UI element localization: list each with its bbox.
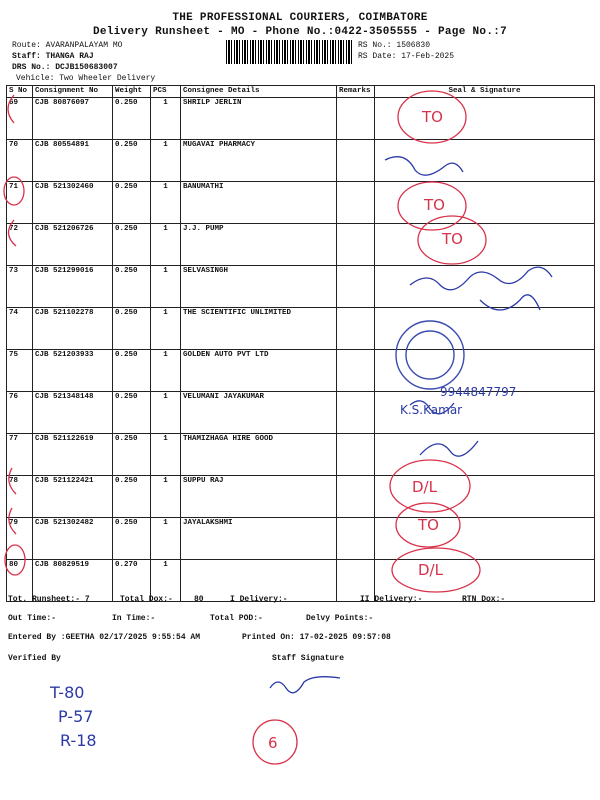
row-consignee: SUPPU RAJ bbox=[181, 476, 337, 518]
row-consignee: SELVASINGH bbox=[181, 266, 337, 308]
to-mark-2: TO bbox=[424, 196, 445, 214]
row-consignee: J.J. PUMP bbox=[181, 224, 337, 266]
row-weight: 0.250 bbox=[113, 308, 151, 350]
row-weight: 0.250 bbox=[113, 224, 151, 266]
row-pcs: 1 bbox=[151, 224, 181, 266]
row-weight: 0.250 bbox=[113, 392, 151, 434]
row-consignment-no: CJB 521302460 bbox=[33, 182, 113, 224]
row-consignment-no: CJB 80876097 bbox=[33, 98, 113, 140]
row-sno: 69 bbox=[7, 98, 33, 140]
total-pod: Total POD:- bbox=[210, 614, 263, 623]
row-weight: 0.250 bbox=[113, 266, 151, 308]
i-delivery: I Delivery:- bbox=[230, 595, 288, 604]
row-pcs: 1 bbox=[151, 350, 181, 392]
out-time: Out Time:- bbox=[8, 614, 57, 623]
row-pcs: 1 bbox=[151, 182, 181, 224]
row-sno: 75 bbox=[7, 350, 33, 392]
row-sno: 70 bbox=[7, 140, 33, 182]
row-sno: 72 bbox=[7, 224, 33, 266]
row-consignee: BANUMATHI bbox=[181, 182, 337, 224]
company-title: THE PROFESSIONAL COURIERS, COIMBATORE bbox=[172, 12, 428, 24]
row-pcs: 1 bbox=[151, 98, 181, 140]
row-pcs: 1 bbox=[151, 140, 181, 182]
row-sno: 76 bbox=[7, 392, 33, 434]
row-consignment-no: CJB 521102278 bbox=[33, 308, 113, 350]
circle-number: 6 bbox=[268, 734, 278, 752]
dl-mark-1: D/L bbox=[412, 478, 437, 496]
signature-icon bbox=[385, 157, 463, 175]
row-consignee: SHRILP JERLIN bbox=[181, 98, 337, 140]
row-weight: 0.250 bbox=[113, 182, 151, 224]
col-remarks: Remarks bbox=[337, 86, 375, 98]
printed-on: Printed On: 17-02-2025 09:57:08 bbox=[242, 633, 391, 642]
route-label: Route: AVARANPALAYAM MO bbox=[12, 41, 123, 50]
in-time: In Time:- bbox=[112, 614, 156, 623]
row-pcs: 1 bbox=[151, 476, 181, 518]
rs-date: RS Date: 17-Feb-2025 bbox=[358, 52, 455, 61]
delvy-points: Delvy Points:- bbox=[306, 614, 374, 623]
to-mark-1: TO bbox=[422, 108, 443, 126]
drs-label: DRS No.: DCJB15068300​7 bbox=[12, 63, 118, 72]
row-pcs: 1 bbox=[151, 392, 181, 434]
row-pcs: 1 bbox=[151, 434, 181, 476]
handwritten-p57: P-57 bbox=[58, 707, 94, 726]
handwritten-t80: T-80 bbox=[50, 683, 85, 702]
row-sno: 77 bbox=[7, 434, 33, 476]
row-pcs: 1 bbox=[151, 560, 181, 602]
row-sno: 74 bbox=[7, 308, 33, 350]
col-pcs: PCS bbox=[151, 86, 181, 98]
dl-mark-2: D/L bbox=[418, 561, 443, 579]
row-consignment-no: CJB 521203933 bbox=[33, 350, 113, 392]
row-consignment-no: CJB 521122619 bbox=[33, 434, 113, 476]
row-weight: 0.250 bbox=[113, 98, 151, 140]
staff-signature-icon bbox=[270, 677, 340, 693]
row-consignment-no: CJB 521299016 bbox=[33, 266, 113, 308]
rtn-dox: RTN Dox:- bbox=[462, 595, 506, 604]
ii-delivery: II Delivery:- bbox=[360, 595, 423, 604]
staff-signature-label: Staff Signature bbox=[272, 654, 345, 663]
margin-mark-icon bbox=[9, 508, 16, 534]
verified-by: Verified By bbox=[8, 654, 61, 663]
col-weight: Weight bbox=[113, 86, 151, 98]
row-consignment-no: CJB 521206726 bbox=[33, 224, 113, 266]
total-dox-value: 80 bbox=[194, 595, 204, 604]
row-weight: 0.250 bbox=[113, 518, 151, 560]
handwritten-phone: 9944847797 bbox=[440, 385, 517, 399]
row-pcs: 1 bbox=[151, 308, 181, 350]
to-mark-4: TO bbox=[418, 516, 439, 534]
row-sno: 80 bbox=[7, 560, 33, 602]
entered-by: Entered By :GEETHA 02/17/2025 9:55:54 AM bbox=[8, 633, 201, 642]
row-consignment-no: CJB 521302482 bbox=[33, 518, 113, 560]
row-weight: 0.250 bbox=[113, 350, 151, 392]
col-seal-signature: Seal & Signature bbox=[375, 86, 595, 98]
margin-mark-icon bbox=[9, 468, 16, 494]
row-consignment-no: CJB 521122421 bbox=[33, 476, 113, 518]
rs-number: RS No.: 1506830 bbox=[358, 41, 431, 50]
row-pcs: 1 bbox=[151, 518, 181, 560]
row-weight: 0.270 bbox=[113, 560, 151, 602]
margin-circle-icon bbox=[5, 545, 25, 575]
staff-label: Staff: THANGA RAJ bbox=[12, 52, 94, 61]
handwritten-r18: R-18 bbox=[60, 731, 97, 750]
total-dox-label: Total Dox:- bbox=[120, 595, 173, 604]
runsheet-subtitle: Delivery Runsheet - MO - Phone No.:0422-3505555 - Page No.:7 bbox=[92, 26, 508, 38]
handwritten-name: K.S.Kamar bbox=[400, 403, 463, 417]
row-consignment-no: CJB 521348148 bbox=[33, 392, 113, 434]
row-consignee: VELUMANI JAYAKUMAR bbox=[181, 392, 337, 434]
row-pcs: 1 bbox=[151, 266, 181, 308]
margin-mark-icon bbox=[8, 220, 16, 246]
row-consignment-no: CJB 80829519 bbox=[33, 560, 113, 602]
vehicle-label: Vehicle: Two Wheeler Delivery bbox=[16, 74, 156, 83]
col-consignee: Consignee Details bbox=[181, 86, 337, 98]
signature-icon bbox=[480, 295, 540, 310]
row-sno: 71 bbox=[7, 182, 33, 224]
row-consignee: GOLDEN AUTO PVT LTD bbox=[181, 350, 337, 392]
tot-runsheet: Tot. Runsheet:- 7 bbox=[8, 595, 90, 604]
margin-circle-icon bbox=[4, 177, 24, 205]
signature-icon bbox=[410, 267, 552, 290]
to-mark-3: TO bbox=[442, 230, 463, 248]
row-consignee: THAMIZHAGA HIRE GOOD bbox=[181, 434, 337, 476]
row-consignment-no: CJB 80554891 bbox=[33, 140, 113, 182]
row-weight: 0.250 bbox=[113, 476, 151, 518]
row-weight: 0.250 bbox=[113, 434, 151, 476]
col-consignment: Consignment No bbox=[33, 86, 113, 98]
row-sno: 73 bbox=[7, 266, 33, 308]
col-sno: S No bbox=[7, 86, 33, 98]
margin-mark-icon bbox=[8, 95, 14, 123]
row-weight: 0.250 bbox=[113, 140, 151, 182]
row-sno: 78 bbox=[7, 476, 33, 518]
row-consignee: MUGAVAI PHARMACY bbox=[181, 140, 337, 182]
row-consignee: THE SCIENTIFIC UNLIMITED bbox=[181, 308, 337, 350]
row-consignee: JAYALAKSHMI bbox=[181, 518, 337, 560]
row-sno: 79 bbox=[7, 518, 33, 560]
signature-icon bbox=[420, 441, 478, 456]
